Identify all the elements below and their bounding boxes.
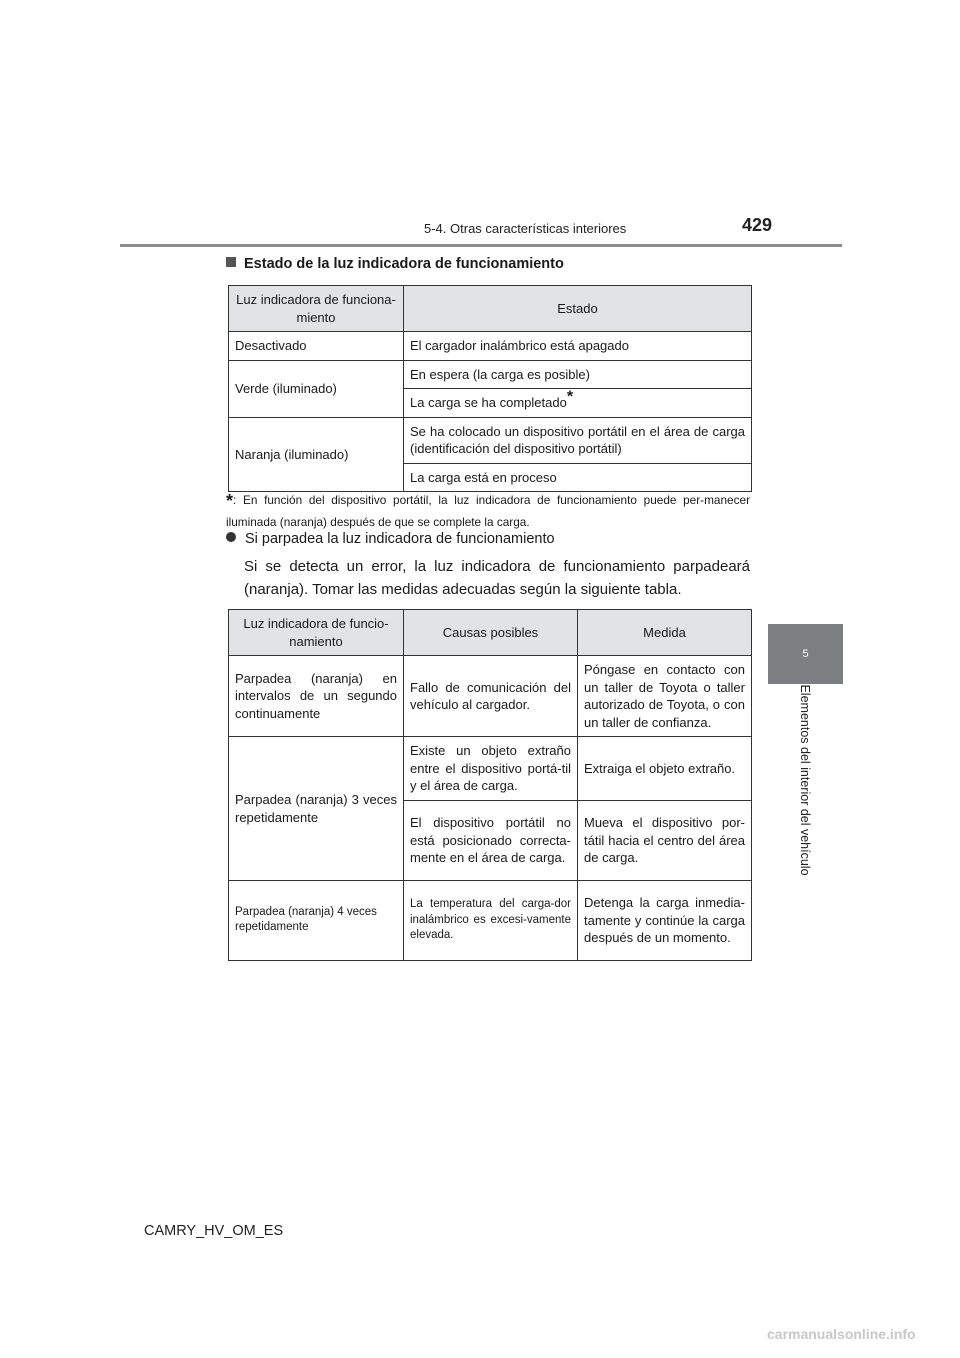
cell-action-row2a: Extraiga el objeto extraño. — [578, 737, 752, 801]
indicator-status-table — [228, 285, 752, 492]
column-header-light: Luz indicadora de funcio-namiento — [229, 610, 404, 656]
column-header-action: Medida — [578, 610, 752, 656]
table-row — [229, 360, 752, 389]
column-header-light: Luz indicadora de funciona-miento — [229, 286, 404, 332]
cell-cause-row3: La temperatura del carga-dor inalámbrico es excesi-vamente elevada. — [404, 880, 578, 960]
header-rule — [120, 244, 842, 247]
chapter-tab — [768, 624, 843, 684]
column-header-status: Estado — [404, 286, 752, 332]
status-green-2-text: La carga se ha completado — [410, 395, 567, 411]
header-section-title: 5-4. Otras características interiores — [424, 221, 627, 236]
section-heading — [226, 256, 564, 272]
table-row — [229, 332, 752, 361]
cell-action-row1: Póngase en contacto con un taller de Toyota o taller autorizado de Toyota, o con un taller de confianza. — [578, 656, 752, 737]
bullet-heading — [226, 531, 555, 547]
cell-cause-row1: Fallo de comunicación del vehículo al cargador. — [404, 656, 578, 737]
footnote — [226, 488, 750, 531]
cell-status-green-1: En espera (la carga es posible) — [404, 360, 752, 389]
cell-light-row1: Parpadea (naranja) en intervalos de un segundo continuamente — [229, 656, 404, 737]
cell-action-row2b: Mueva el dispositivo por-tátil hacia el centro del área de carga. — [578, 800, 752, 880]
cell-status-orange-1: Se ha colocado un dispositivo portátil en el área de carga (identificación del dispositivo portátil) — [404, 417, 752, 463]
footnote-star: * — [226, 491, 234, 511]
table-row — [229, 737, 752, 801]
chapter-label-text: Elementos del interior del vehículo — [798, 684, 812, 876]
section-heading-text: Estado de la luz indicadora de funcionamiento — [244, 256, 564, 272]
cell-status-orange-2: La carga está en proceso — [404, 463, 752, 492]
cell-light-green: Verde (iluminado) — [229, 360, 404, 417]
watermark-text: carmanualsonline.info — [767, 1326, 916, 1342]
cell-light-off: Desactivado — [229, 332, 404, 361]
table-header-row — [229, 286, 752, 332]
table-row — [229, 656, 752, 737]
table-header-row — [229, 610, 752, 656]
round-bullet-icon — [226, 532, 236, 542]
bullet-paragraph: Si se detecta un error, la luz indicadora de funcionamiento parpadeará (naranja). Tomar las medidas adecuadas según la siguiente tabla. — [244, 558, 750, 599]
chapter-number: 5 — [802, 648, 809, 660]
cell-cause-row2b: El dispositivo portátil no está posicionado correcta-mente en el área de carga. — [404, 800, 578, 880]
cell-action-row3: Detenga la carga inmedia-tamente y continúe la carga después de un momento. — [578, 880, 752, 960]
cell-light-orange: Naranja (iluminado) — [229, 417, 404, 492]
cell-cause-row2a: Existe un objeto extraño entre el dispositivo portá-til y el área de carga. — [404, 737, 578, 801]
table-row — [229, 880, 752, 960]
footnote-text: : En función del dispositivo portátil, la luz indicadora de funcionamiento puede per-manecer iluminada (naranja) después de que se complete la carga. — [226, 493, 750, 530]
square-bullet-icon — [226, 257, 236, 267]
bullet-heading-text: Si parpadea la luz indicadora de funcionamiento — [245, 531, 555, 547]
table-row — [229, 417, 752, 463]
cell-light-row2: Parpadea (naranja) 3 veces repetidamente — [229, 737, 404, 881]
document-code: CAMRY_HV_OM_ES — [144, 1223, 284, 1239]
column-header-causes: Causas posibles — [404, 610, 578, 656]
blinking-causes-table — [228, 609, 752, 961]
cell-light-row3: Parpadea (naranja) 4 veces repetidamente — [229, 880, 404, 960]
cell-status-green-2 — [404, 389, 752, 418]
footnote-mark: * — [566, 388, 574, 406]
cell-status-off: El cargador inalámbrico está apagado — [404, 332, 752, 361]
page-number: 429 — [742, 215, 773, 235]
